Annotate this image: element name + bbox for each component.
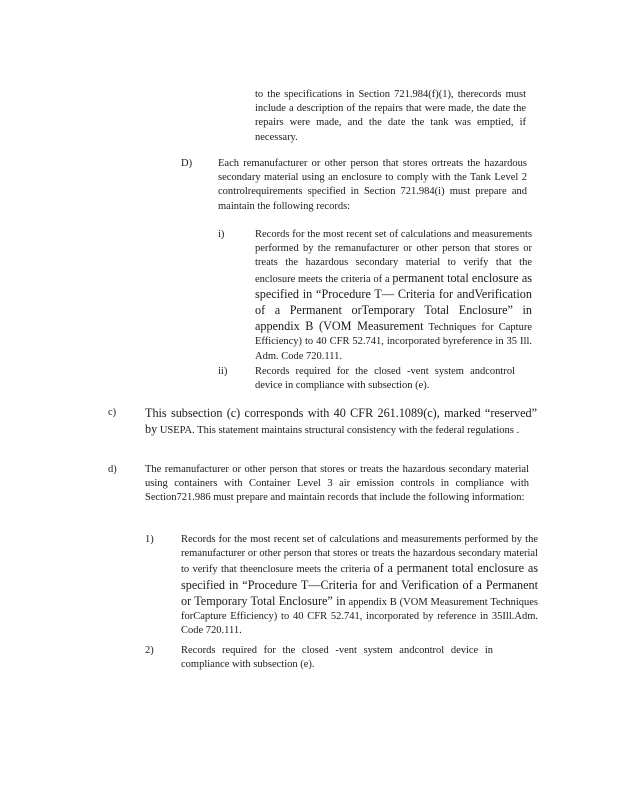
subsection-d-text: The remanufacturer or other person that stores or treats the hazardous secondary material using containers with Container Level 3 air emission controls in compliance with Section721.986 must prepare and maintain records that include the following information: xyxy=(145,464,529,504)
item-1-label: 1) xyxy=(145,534,154,545)
item-1-text-b: of a permanent total enclosure as specified in “Procedure T—Criteria for and Verification of a Permanent or Temporary Total Enclosure” in xyxy=(181,561,538,608)
subsection-c-text-a: This subsection (c) corresponds with 40 CFR 261.1089(c), marked “reserved” by xyxy=(145,406,537,437)
item-D-text: Each remanufacturer or other person that stores ortreats the hazardous secondary material using an enclosure to comply with the Tank Level 2 controlrequirements specified in Section 721.984(i) must prepare and maintain the following records: xyxy=(218,158,527,212)
item-2-label: 2) xyxy=(145,645,154,656)
subsection-c-text xyxy=(145,406,537,438)
item-1-text-a: Records for the most recent set of calculations and measurements performed by the remanufacturer or other person that stores or treats the hazardous secondary material to verify that theenclosure meets the criteria xyxy=(181,534,538,576)
subsection-c-label: c) xyxy=(108,407,117,418)
item-D-i-text-a: Records for the most recent set of calculations and measurements performed by the remanufacturer or other person that stores or treats the hazardous secondary material to verify that the enclosure meets the criteria of a xyxy=(255,229,532,285)
item-D-i-text xyxy=(255,228,532,364)
item-D-i-text-b: permanent total enclosure as specified in “Procedure T— Criteria for andVerification of a Permanent orTemporary Total Enclosure” in appendix B (VOM Measurement xyxy=(255,270,532,334)
item-1-text-c: appendix B (VOM Measurement Techniques forCapture Efficiency) to 40 CFR 52.741, incorporated by reference in 35Ill.Adm. Code 720.111. xyxy=(181,596,538,637)
item-D-i-label: i) xyxy=(218,229,225,240)
subsection-d-label: d) xyxy=(108,464,117,475)
item-D-ii-label: ii) xyxy=(218,366,228,377)
item-1-text xyxy=(181,533,538,638)
item-D-ii-text: Records required for the closed -vent system andcontrol device in compliance with subsection (e). xyxy=(255,366,515,392)
subsection-c-text-b: USEPA. This statement maintains structural consistency with the federal regulations . xyxy=(159,425,520,437)
continuation-paragraph: to the specifications in Section 721.984(f)(1), therecords must include a description of the repairs that were made, the date the repairs were made, and the date the tank was emptied, if necessary. xyxy=(255,89,526,143)
item-D-i-text-c: Techniques for Capture Efficiency) to 40 CFR 52.741, incorporated byreference in 35 Ill. Adm. Code 720.111. xyxy=(255,322,532,362)
item-D-label: D) xyxy=(181,158,193,169)
item-2-text: Records required for the closed -vent system andcontrol device in compliance with subsection (e). xyxy=(181,645,493,671)
